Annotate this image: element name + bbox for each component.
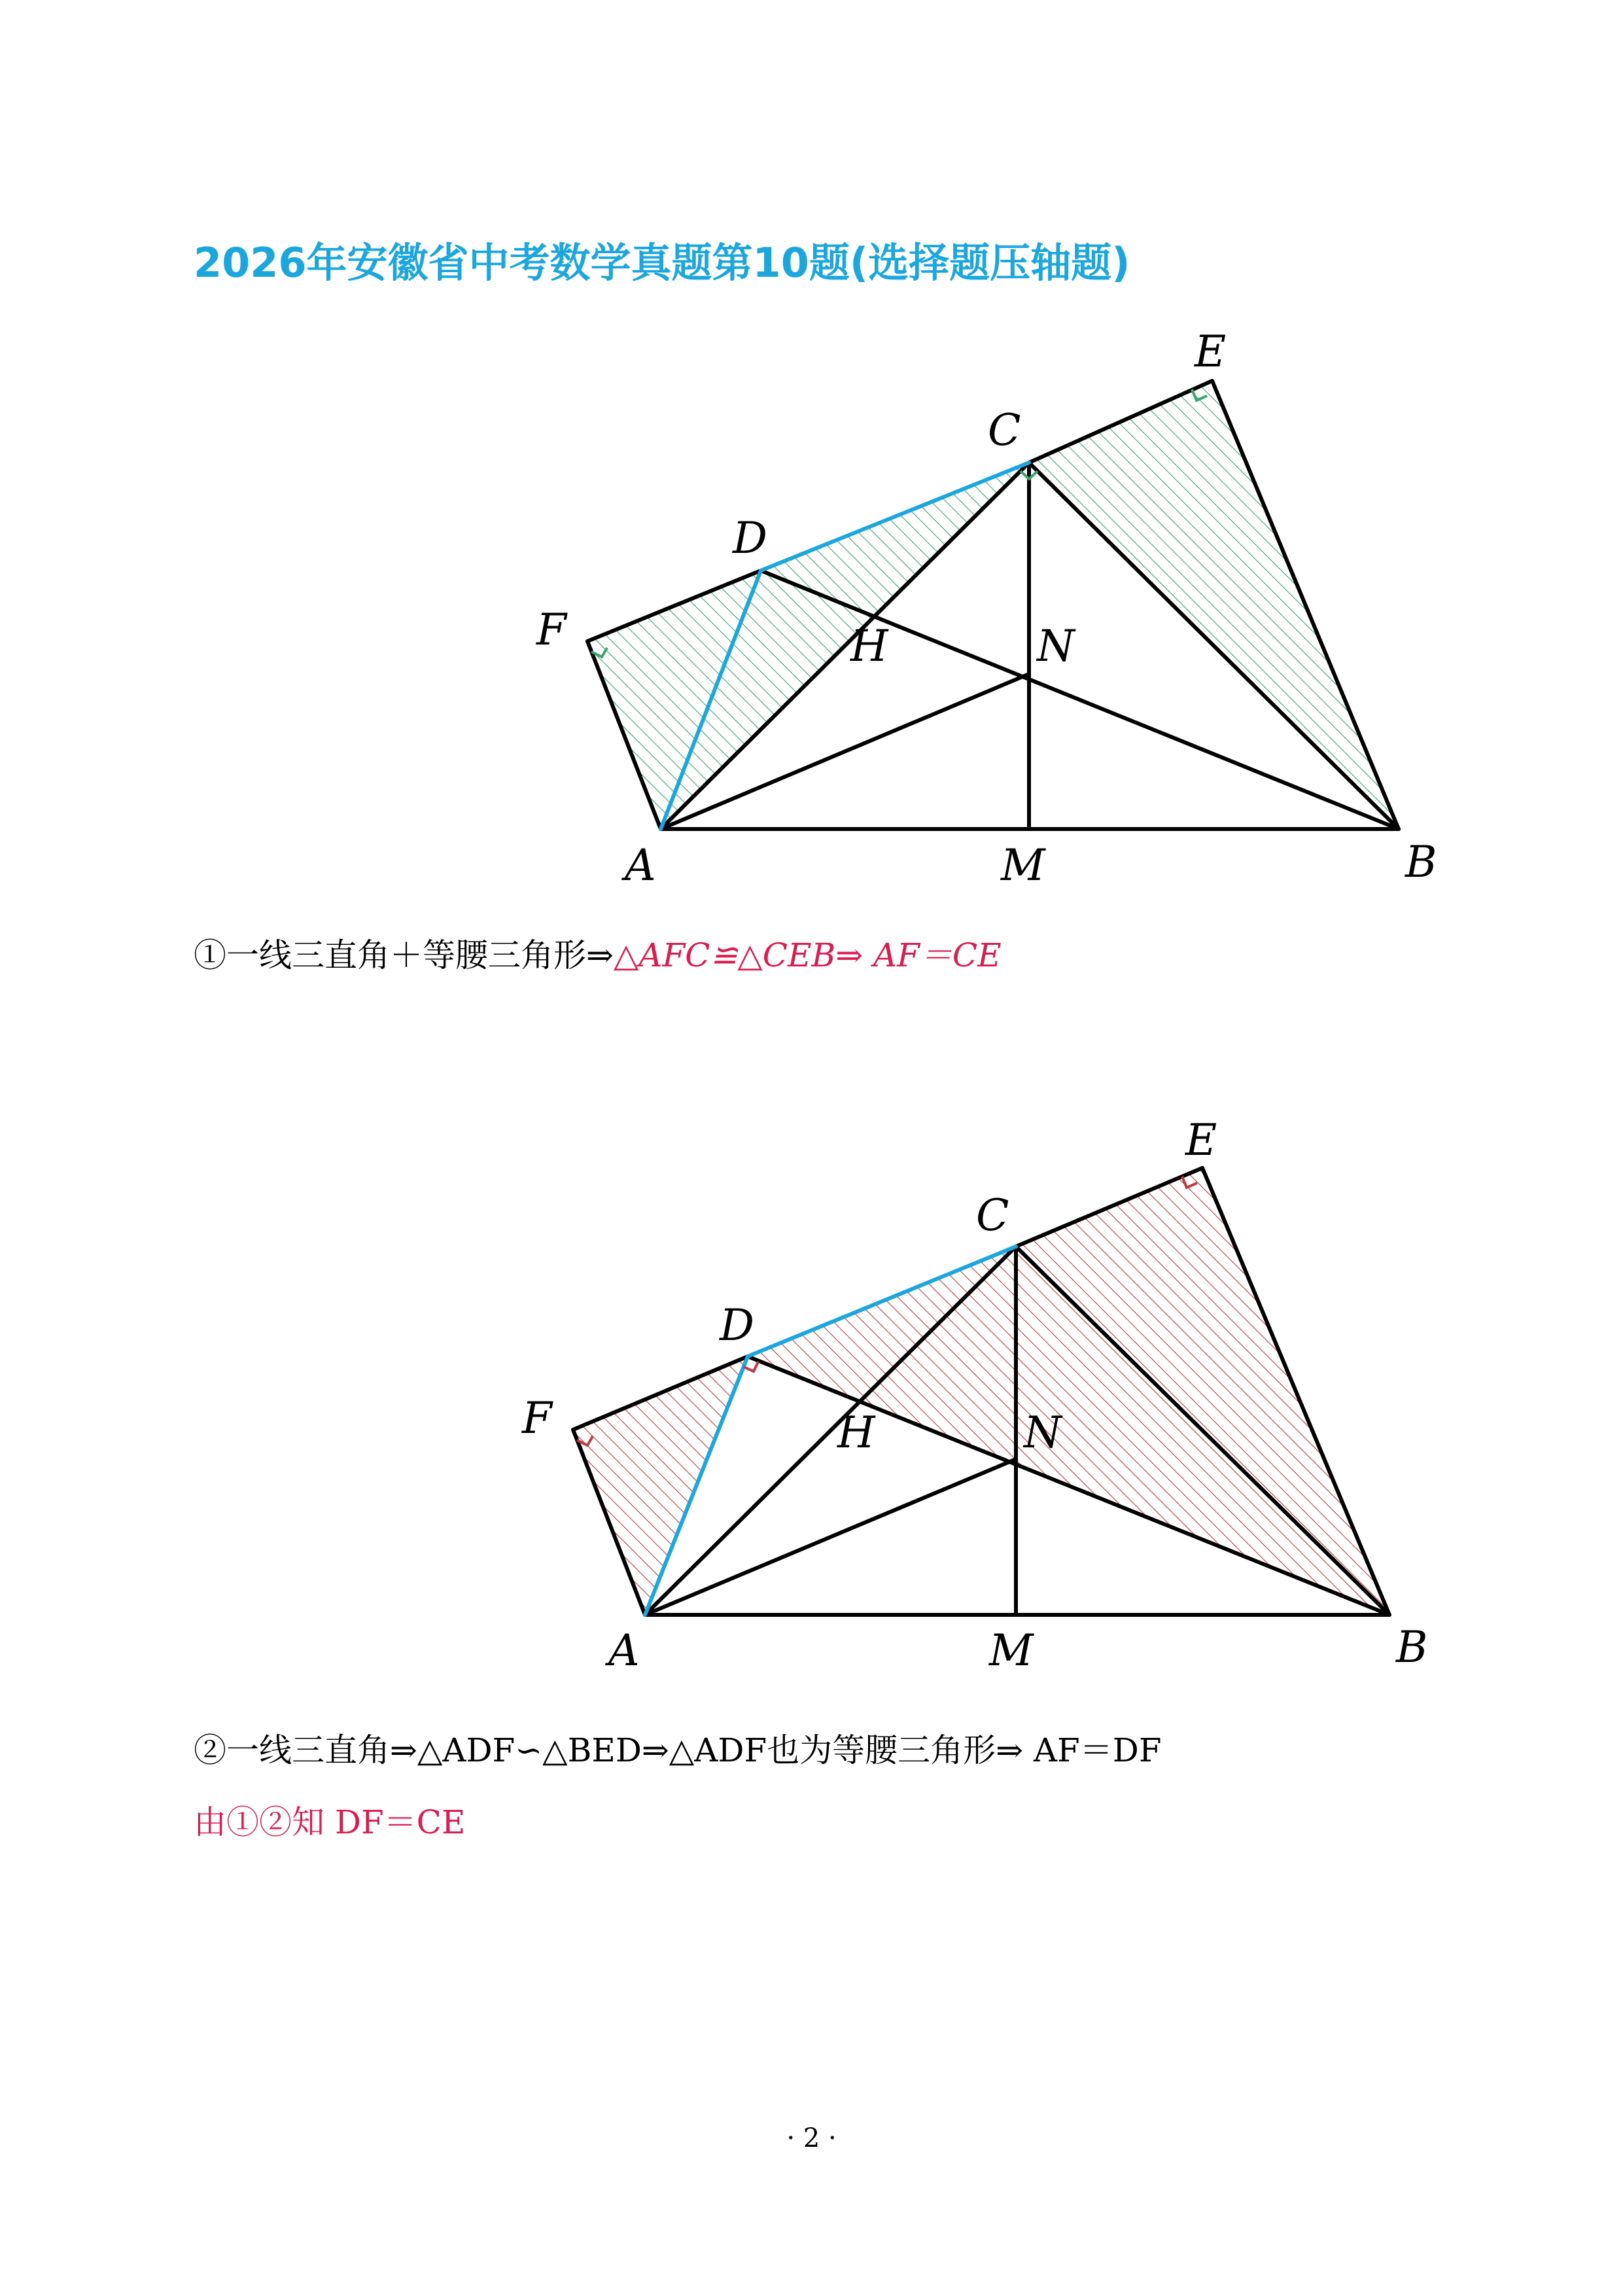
label-a: A <box>625 840 656 891</box>
label-h: H <box>837 1407 875 1458</box>
geometry-figure-2 <box>0 1099 1623 1701</box>
label-m: M <box>989 1625 1034 1676</box>
label-n: N <box>1037 621 1075 671</box>
segment-an <box>645 1459 1016 1615</box>
label-a: A <box>608 1625 640 1676</box>
hatched-region-afc <box>587 463 1029 829</box>
geometry-figure-1 <box>0 314 1623 916</box>
step2-caption: ②一线三直角⇒△ADF∽△BED⇒△ADF也为等腰三角形⇒ AF＝DF <box>194 1731 1162 1769</box>
hatched-region-bed <box>748 1168 1389 1615</box>
step1-result: △AFC≌△CEB⇒ AF＝CE <box>613 936 1002 974</box>
label-h: H <box>850 621 888 671</box>
label-b: B <box>1396 1622 1428 1672</box>
label-m: M <box>1001 840 1045 891</box>
page-title: 2026年安徽省中考数学真题第10题(选择题压轴题) <box>194 239 1130 287</box>
hatched-region-ceb <box>1029 381 1399 829</box>
label-c: C <box>988 405 1021 455</box>
label-f: F <box>536 605 567 655</box>
page-number: · 2 · <box>786 2123 837 2153</box>
label-c: C <box>976 1190 1009 1241</box>
label-f: F <box>522 1393 552 1443</box>
label-b: B <box>1405 837 1437 887</box>
label-e: E <box>1185 1115 1217 1165</box>
step1-caption <box>194 929 1002 976</box>
step1-prefix: ①一线三直角＋等腰三角形⇒ <box>194 936 614 974</box>
label-e: E <box>1195 327 1227 377</box>
label-d: D <box>733 513 767 563</box>
label-n: N <box>1024 1407 1062 1458</box>
label-d: D <box>720 1300 754 1351</box>
conclusion-caption: 由①②知 DF＝CE <box>194 1803 466 1841</box>
